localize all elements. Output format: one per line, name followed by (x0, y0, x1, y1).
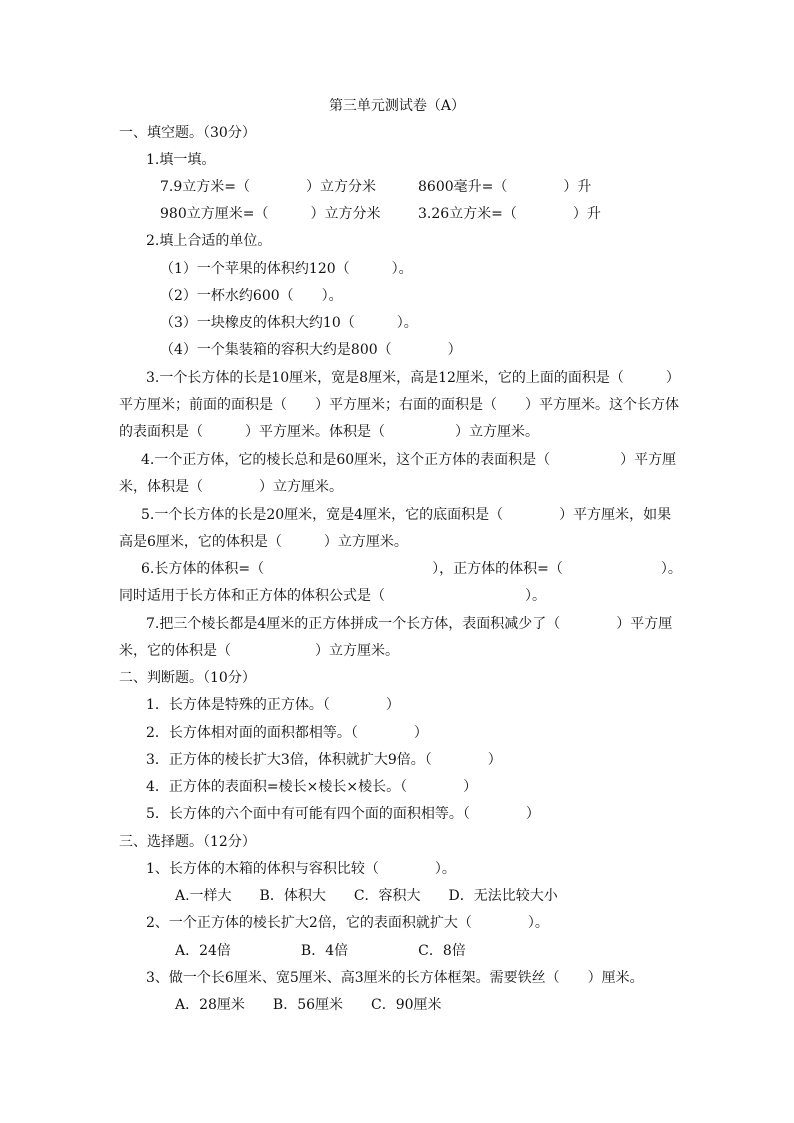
q6-line-2: 同时适用于长方体和正方体的体积公式是（ ）。 (119, 588, 546, 604)
judge-item-2: 2．长方体相对面的面积都相等。（ ） (146, 725, 428, 741)
judge-item-4: 4．正方体的表面积=棱长×棱长×棱长。（ ） (146, 779, 478, 795)
section-2-heading: 二、判断题。（10分） (119, 670, 256, 686)
q7-line-2: 米，它的体积是（ ）立方厘米。 (119, 643, 399, 659)
judge-item-3: 3．正方体的棱长扩大3倍，体积就扩大9倍。（ ） (146, 752, 502, 768)
judge-item-1: 1．长方体是特殊的正方体。（ ） (146, 697, 400, 713)
choice-q3-options: A．28厘米 B．56厘米 C．90厘米 (175, 997, 442, 1013)
q2-item-4: （4）一个集装箱的容积大约是800（ ） (160, 342, 462, 358)
q7-line-1: 7.把三个棱长都是4厘米的正方体拼成一个长方体，表面积减少了（ ）平方厘 (146, 616, 673, 632)
q1-row1-left: 7.9立方米=（ ）立方分米 (160, 179, 376, 195)
choice-q2-stem: 2、一个正方体的棱长扩大2倍，它的表面积就扩大（ ）。 (146, 915, 549, 931)
q5-line-1: 5.一个长方体的长是20厘米，宽是4厘米，它的底面积是（ ）平方厘米，如果 (141, 507, 672, 523)
q3-line-2: 平方厘米；前面的面积是（ ）平方厘米；右面的面积是（ ）平方厘米。这个长方体 (119, 397, 679, 413)
choice-q1-stem: 1、长方体的木箱的体积与容积比较（ ）。 (146, 861, 456, 877)
q3-line-1: 3.一个长方体的长是10厘米，宽是8厘米，高是12厘米，它的上面的面积是（ ） (146, 370, 680, 386)
page-title: 第三单元测试卷（A） (328, 98, 466, 114)
section-3-heading: 三、选择题。（12分） (119, 834, 256, 850)
section-1-heading: 一、填空题。（30分） (119, 125, 256, 141)
q2-item-3: （3）一块橡皮的体积大约10（ ）。 (160, 315, 418, 331)
q3-line-3: 的表面积是（ ）平方厘米。体积是（ ）立方厘米。 (119, 424, 539, 440)
q2-stem: 2.填上合适的单位。 (146, 233, 272, 249)
q1-row1-right: 8600毫升=（ ）升 (418, 179, 592, 195)
q2-item-2: （2）一杯水约600（ ）。 (160, 288, 343, 304)
q1-stem: 1.填一填。 (146, 152, 216, 168)
choice-q3-stem: 3、做一个长6厘米、宽5厘米、高3厘米的长方体框架。需要铁丝（ ）厘米。 (146, 970, 644, 986)
q6-line-1: 6.长方体的体积=（ ），正方体的体积=（ ）。 (141, 561, 682, 577)
choice-q1-options: A.一样大 B．体积大 C．容积大 D．无法比较大小 (175, 888, 558, 904)
q2-item-1: （1）一个苹果的体积约120（ ）。 (160, 261, 413, 277)
choice-q2-options: A．24倍 B．4倍 C．8倍 (175, 943, 466, 959)
q1-row2-right: 3.26立方米=（ ）升 (418, 206, 601, 222)
judge-item-5: 5．长方体的六个面中有可能有四个面的面积相等。（ ） (146, 806, 540, 822)
q4-line-2: 米，体积是（ ）立方厘米。 (119, 479, 343, 495)
q5-line-2: 高是6厘米，它的体积是（ ）立方厘米。 (119, 534, 408, 550)
q1-row2-left: 980立方厘米=（ ）立方分米 (160, 206, 381, 222)
q4-line-1: 4.一个正方体，它的棱长总和是60厘米，这个正方体的表面积是（ ）平方厘 (141, 452, 677, 468)
